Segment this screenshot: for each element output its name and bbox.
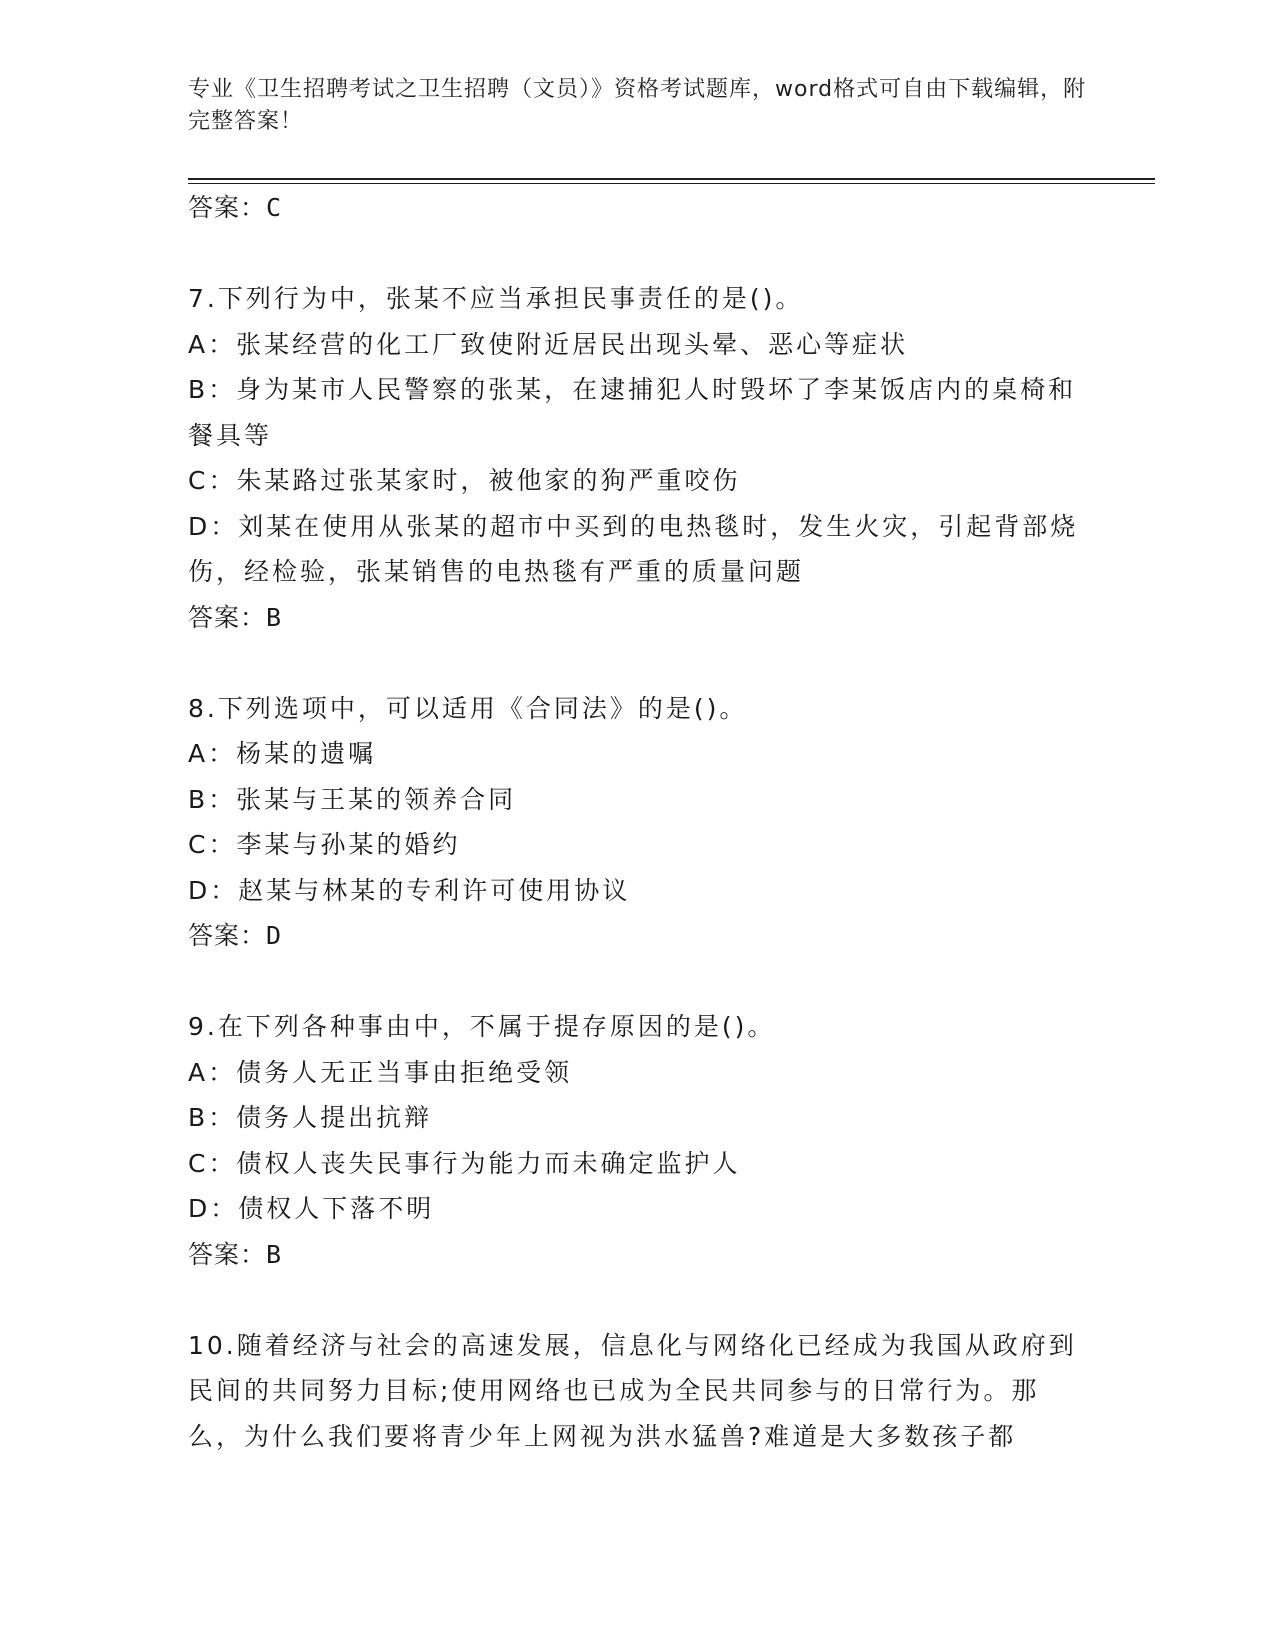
spacer	[188, 1277, 1088, 1323]
answer-line: 答案：B	[188, 602, 283, 632]
question-content	[188, 185, 1088, 1459]
question-block	[188, 1004, 1088, 1277]
question-text: 10.随着经济与社会的高速发展，信息化与网络化已经成为我国从政府到民间的共同努力目标;使用网络也已成为全民共同参与的日常行为。那么，为什么我们要将青少年上网视为洪水猛兽?难道是大多数孩子都	[188, 1330, 1077, 1451]
option-c: C：债权人丧失民事行为能力而未确定监护人	[188, 1148, 741, 1178]
header-divider-thin	[188, 183, 1155, 184]
spacer	[188, 640, 1088, 686]
document-header: 专业《卫生招聘考试之卫生招聘（文员）》资格考试题库，word格式可自由下载编辑，附完整答案！	[188, 77, 1087, 134]
header-divider-thick	[188, 178, 1155, 180]
option-d: D：债权人下落不明	[188, 1194, 435, 1223]
option-b: B：债务人提出抗辩	[188, 1103, 433, 1132]
answer-line: 答案：C	[188, 193, 283, 222]
option-c: C：朱某路过张某家时，被他家的狗严重咬伤	[188, 466, 741, 495]
question-block	[188, 276, 1088, 640]
option-a: A：杨某的遗嘱	[188, 739, 377, 768]
question-text: 8.下列选项中，可以适用《合同法》的是()。	[188, 693, 748, 723]
option-d: D：赵某与林某的专利许可使用协议	[188, 875, 631, 905]
answer-line: 答案：D	[188, 921, 283, 950]
spacer	[188, 959, 1088, 1005]
option-a: A：债务人无正当事由拒绝受领	[188, 1057, 573, 1087]
option-c: C：李某与孙某的婚约	[188, 830, 461, 859]
question-text: 9.在下列各种事由中，不属于提存原因的是()。	[188, 1012, 776, 1041]
question-text: 7.下列行为中，张某不应当承担民事责任的是()。	[188, 284, 804, 313]
spacer	[188, 231, 1088, 277]
option-b: B：身为某市人民警察的张某，在逮捕犯人时毁坏了李某饭店内的桌椅和餐具等	[188, 375, 1077, 450]
question-block	[188, 1323, 1088, 1460]
option-d: D：刘某在使用从张某的超市中买到的电热毯时，发生火灾，引起背部烧伤，经检验，张某销售的电热毯有严重的质量问题	[188, 511, 1079, 586]
option-b: B：张某与王某的领养合同	[188, 784, 517, 814]
question-block	[188, 686, 1088, 959]
answer-line: 答案：B	[188, 1239, 283, 1269]
option-a: A：张某经营的化工厂致使附近居民出现头晕、恶心等症状	[188, 329, 909, 359]
